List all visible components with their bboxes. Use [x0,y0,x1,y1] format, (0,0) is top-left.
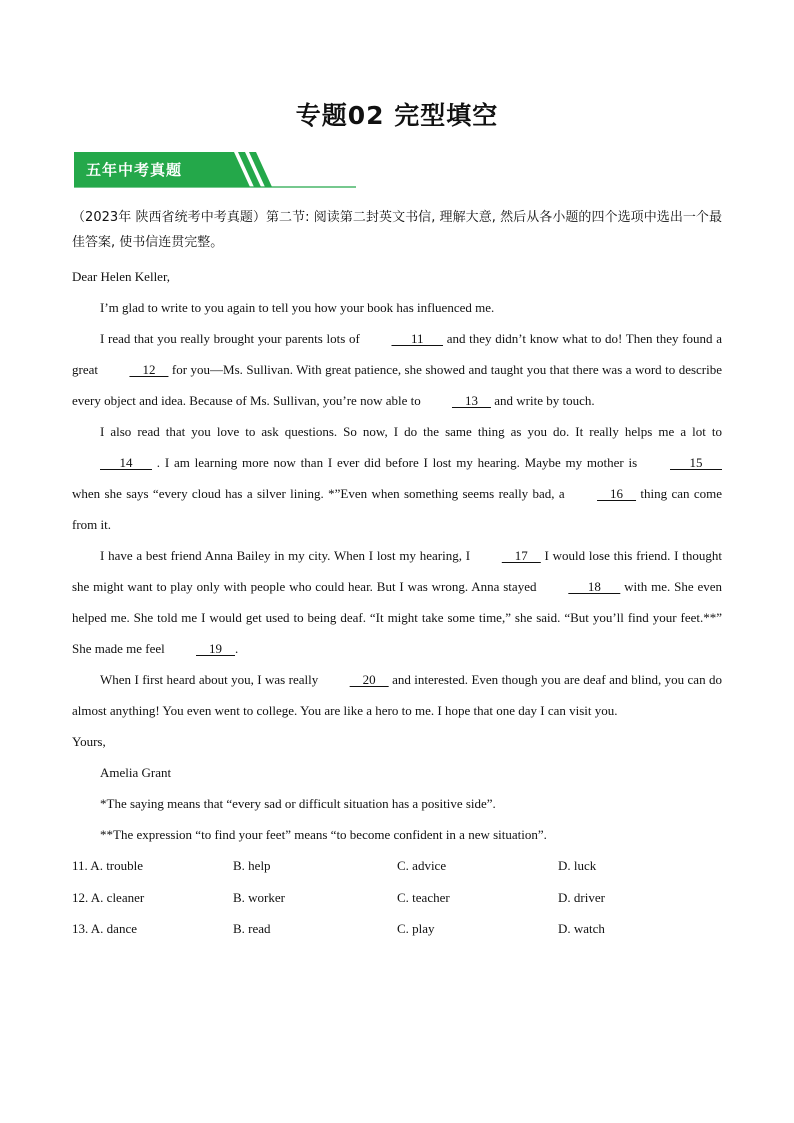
option-b: B. worker [233,889,285,905]
option-d: D. luck [558,858,597,873]
section-banner [74,152,356,188]
document-body [72,205,722,945]
letter-paragraph-3 [72,416,722,540]
banner-label: 五年中考真题 [86,161,183,179]
text-run: for you—Ms. Sullivan. With great patience, she showed and taught you that there was a word to describe every object and idea. Because of Ms. Sullivan, you’re now able to [72,362,723,408]
text-run: when she says “every cloud has a silver lining. *”Even when something seems really bad, a [72,486,570,501]
blank-20: 20 [349,672,389,687]
blank-14: 14 [100,455,152,470]
blank-13: 13 [451,393,491,408]
page-title: 专题02 完型填空 [295,101,499,130]
question-row [72,882,722,914]
footnote-2: **The expression “to find your feet” means “to become confident in a new situation”. [100,827,547,842]
option-d: D. driver [558,889,605,905]
blank-19: 19 [196,641,236,656]
question-intro: （2023年 陕西省统考中考真题）第二节: 阅读第二封英文书信, 理解大意, 然后从各小题的四个选项中选出一个最佳答案, 使书信连贯完整。 [72,210,722,250]
option-c: C. play [397,921,435,936]
text-run: I also read that you love to ask questions. So now, I do the same thing as you do. It really helps me a lot to [100,424,722,439]
blank-11: 11 [391,331,444,346]
text-run: . [235,641,239,656]
question-row [72,850,722,882]
blank-15: 15 [670,455,722,470]
text-run: . I am learning more now than I ever did before I lost my hearing. Maybe my mother is [152,455,642,470]
footnote-1: *The saying means that “every sad or difficult situation has a positive side”. [100,796,496,811]
text-run: and they didn’t know what to do! Then they found a great [72,331,722,377]
option-d: D. watch [558,921,605,936]
text-run: and write by touch. [490,393,595,408]
option-a: 13. A. dance [72,921,137,936]
letter-paragraph-2 [72,323,722,416]
option-b: B. read [233,921,271,936]
letter-salutation: Dear Helen Keller, [72,269,171,284]
option-b: B. help [233,858,271,873]
blank-12: 12 [129,362,169,377]
option-c: C. advice [397,858,447,873]
text-run: I read that you really brought your parents lots of [100,331,364,346]
blank-18: 18 [568,579,621,594]
question-row [72,913,722,945]
text-run: with me. She even helped me. She told me I would get used to being deaf. “It might take some time,” she said. “But you’ll find your feet.**” She made me feel [72,579,722,656]
text-run: I have a best friend Anna Bailey in my city. When I lost my hearing, I [100,548,474,563]
letter-paragraph-4 [72,540,722,664]
letter-paragraph-1: I’m glad to write to you again to tell you how your book has influenced me. [100,300,495,315]
option-a: 11. A. trouble [72,858,144,873]
text-run: thing can come from it. [72,486,722,532]
blank-16: 16 [597,486,637,501]
letter-closing: Yours, [72,734,106,749]
text-run: When I first heard about you, I was really [100,672,322,687]
option-c: C. teacher [397,889,450,905]
letter-signature: Amelia Grant [100,765,172,780]
blank-17: 17 [501,548,541,563]
text-run: and interested. Even though you are deaf and blind, you can do almost anything! You even went to college. You are like a hero to me. I hope that one day I can visit you. [72,672,722,718]
letter-paragraph-5 [72,664,722,726]
option-a: 12. A. cleaner [72,889,145,905]
text-run: I would lose this friend. I thought she might want to play only with people who could hear. But I was wrong. Anna stayed [72,548,722,594]
